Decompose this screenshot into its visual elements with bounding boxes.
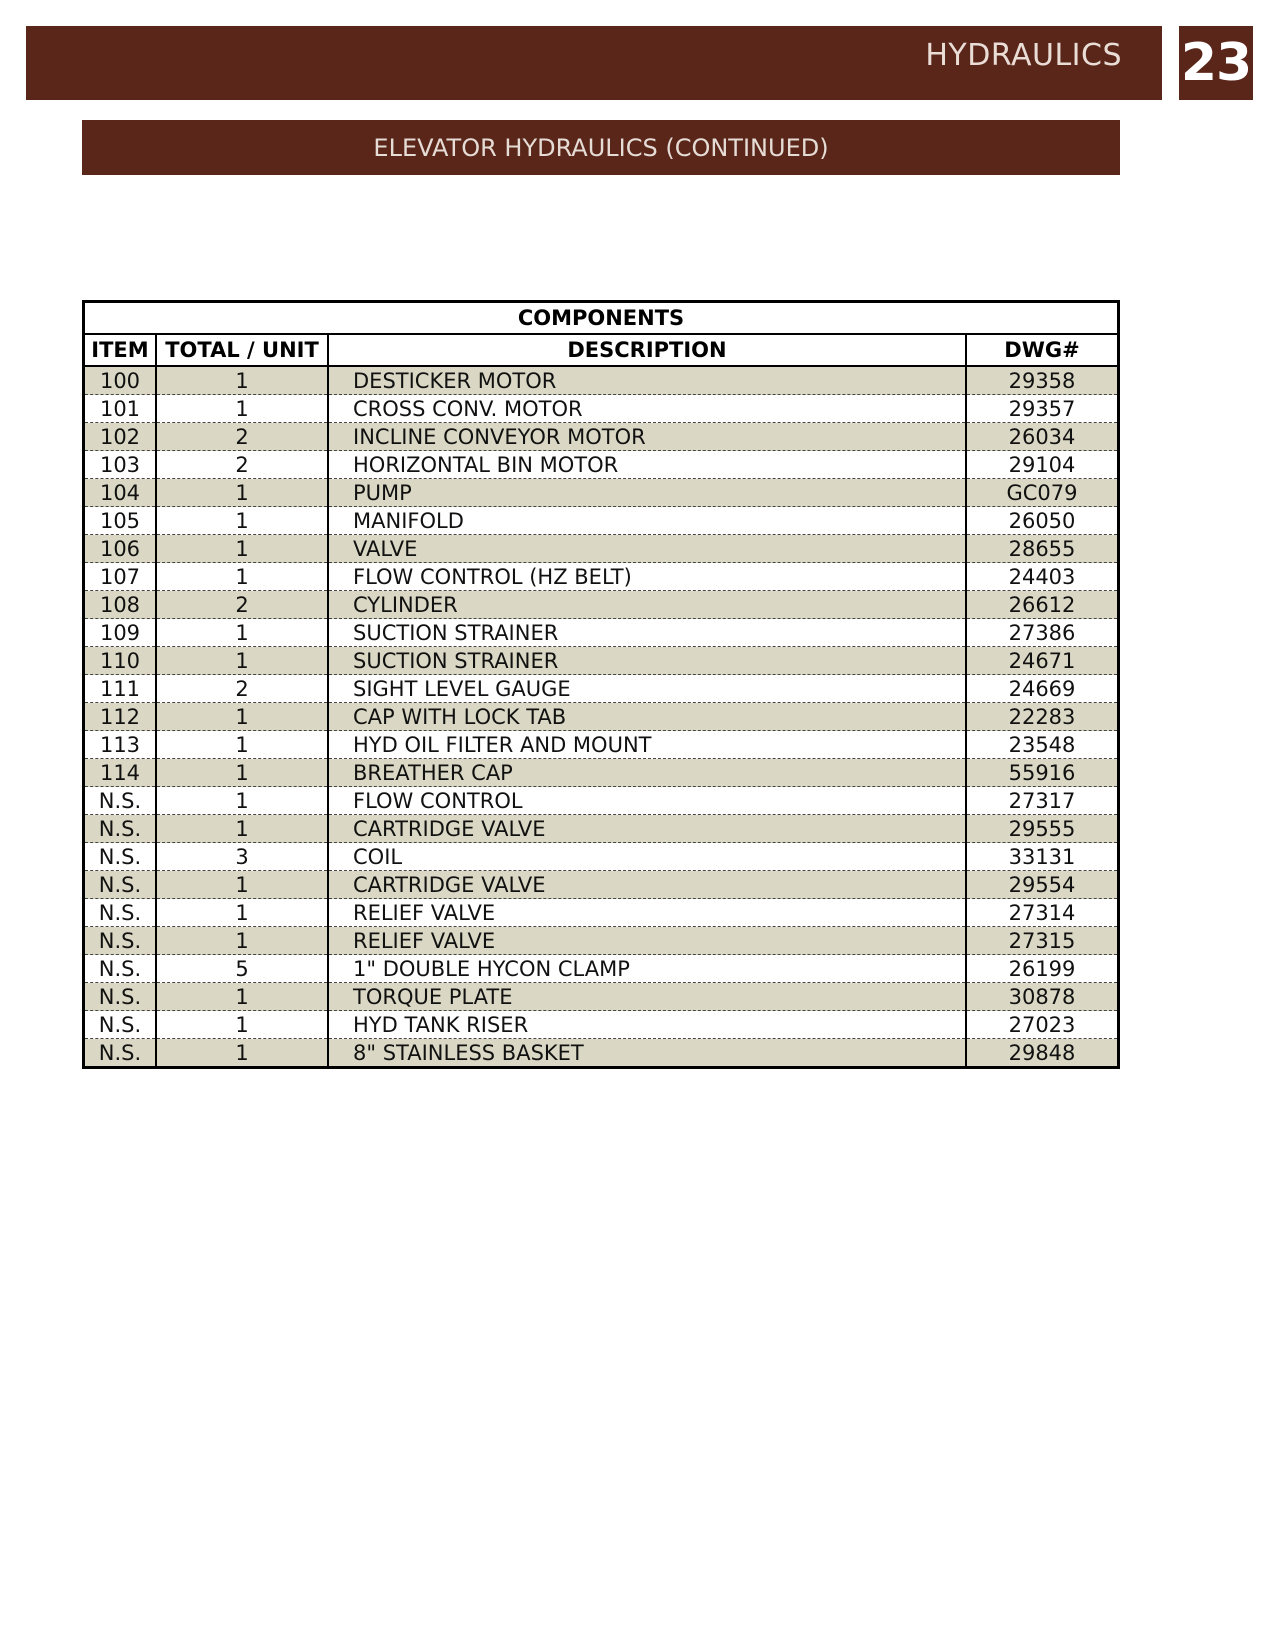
cell-total-unit: 2 <box>156 675 328 703</box>
cell-description: COIL <box>328 843 966 871</box>
table-row <box>84 479 1119 507</box>
cell-dwg: 23548 <box>966 731 1119 759</box>
cell-total-unit: 1 <box>156 983 328 1011</box>
cell-dwg: 29357 <box>966 395 1119 423</box>
cell-description: RELIEF VALVE <box>328 899 966 927</box>
cell-description: FLOW CONTROL (HZ BELT) <box>328 563 966 591</box>
table-row <box>84 787 1119 815</box>
cell-description: SIGHT LEVEL GAUGE <box>328 675 966 703</box>
cell-dwg: 24403 <box>966 563 1119 591</box>
cell-item: N.S. <box>84 843 157 871</box>
cell-description: 1" DOUBLE HYCON CLAMP <box>328 955 966 983</box>
cell-item: N.S. <box>84 871 157 899</box>
column-header-dwg: DWG# <box>966 334 1119 366</box>
cell-description: PUMP <box>328 479 966 507</box>
table-row <box>84 591 1119 619</box>
cell-item: 104 <box>84 479 157 507</box>
table-caption: COMPONENTS <box>84 302 1119 335</box>
table-row <box>84 927 1119 955</box>
cell-dwg: 27315 <box>966 927 1119 955</box>
cell-total-unit: 1 <box>156 787 328 815</box>
cell-total-unit: 1 <box>156 1011 328 1039</box>
cell-total-unit: 1 <box>156 731 328 759</box>
cell-description: TORQUE PLATE <box>328 983 966 1011</box>
table-row <box>84 535 1119 563</box>
table-row <box>84 899 1119 927</box>
cell-dwg: 27023 <box>966 1011 1119 1039</box>
cell-total-unit: 1 <box>156 927 328 955</box>
cell-item: N.S. <box>84 927 157 955</box>
cell-description: SUCTION STRAINER <box>328 647 966 675</box>
cell-item: 112 <box>84 703 157 731</box>
cell-description: 8" STAINLESS BASKET <box>328 1039 966 1068</box>
cell-total-unit: 1 <box>156 815 328 843</box>
table-row <box>84 731 1119 759</box>
cell-total-unit: 1 <box>156 899 328 927</box>
cell-dwg: 30878 <box>966 983 1119 1011</box>
cell-description: HYD OIL FILTER AND MOUNT <box>328 731 966 759</box>
cell-item: 111 <box>84 675 157 703</box>
cell-item: 103 <box>84 451 157 479</box>
table-row <box>84 703 1119 731</box>
cell-total-unit: 1 <box>156 759 328 787</box>
cell-dwg: 29104 <box>966 451 1119 479</box>
page-number: 23 <box>1180 33 1252 93</box>
table-row <box>84 507 1119 535</box>
cell-dwg: 29555 <box>966 815 1119 843</box>
cell-dwg: 27314 <box>966 899 1119 927</box>
cell-item: N.S. <box>84 899 157 927</box>
table-row <box>84 1011 1119 1039</box>
cell-dwg: 26050 <box>966 507 1119 535</box>
column-header-item: ITEM <box>84 334 157 366</box>
table-row <box>84 395 1119 423</box>
table-row <box>84 563 1119 591</box>
cell-dwg: 24669 <box>966 675 1119 703</box>
cell-item: 114 <box>84 759 157 787</box>
table-row <box>84 423 1119 451</box>
cell-item: 107 <box>84 563 157 591</box>
cell-item: N.S. <box>84 1039 157 1068</box>
column-header-total-unit: TOTAL / UNIT <box>156 334 328 366</box>
cell-dwg: 26612 <box>966 591 1119 619</box>
cell-total-unit: 2 <box>156 451 328 479</box>
table-row <box>84 759 1119 787</box>
cell-dwg: 29554 <box>966 871 1119 899</box>
cell-total-unit: 1 <box>156 535 328 563</box>
table-row <box>84 619 1119 647</box>
cell-description: RELIEF VALVE <box>328 927 966 955</box>
cell-dwg: 22283 <box>966 703 1119 731</box>
cell-item: 105 <box>84 507 157 535</box>
table-row <box>84 815 1119 843</box>
cell-item: N.S. <box>84 787 157 815</box>
table-body <box>84 366 1119 1068</box>
cell-dwg: 33131 <box>966 843 1119 871</box>
cell-item: 102 <box>84 423 157 451</box>
cell-total-unit: 1 <box>156 619 328 647</box>
cell-dwg: GC079 <box>966 479 1119 507</box>
cell-description: HYD TANK RISER <box>328 1011 966 1039</box>
cell-item: 100 <box>84 366 157 395</box>
page-number-box <box>1179 26 1253 100</box>
cell-dwg: 27386 <box>966 619 1119 647</box>
table-row <box>84 451 1119 479</box>
cell-item: 106 <box>84 535 157 563</box>
cell-description: MANIFOLD <box>328 507 966 535</box>
cell-dwg: 55916 <box>966 759 1119 787</box>
column-header-description: DESCRIPTION <box>328 334 966 366</box>
page-subtitle: ELEVATOR HYDRAULICS (CONTINUED) <box>373 133 829 162</box>
cell-description: CYLINDER <box>328 591 966 619</box>
cell-description: FLOW CONTROL <box>328 787 966 815</box>
table-row <box>84 1039 1119 1068</box>
table-row <box>84 675 1119 703</box>
cell-total-unit: 1 <box>156 563 328 591</box>
table-row <box>84 647 1119 675</box>
cell-item: N.S. <box>84 955 157 983</box>
section-title: HYDRAULICS <box>925 38 1122 73</box>
cell-total-unit: 1 <box>156 647 328 675</box>
cell-description: CROSS CONV. MOTOR <box>328 395 966 423</box>
table-row <box>84 955 1119 983</box>
cell-description: DESTICKER MOTOR <box>328 366 966 395</box>
cell-dwg: 27317 <box>966 787 1119 815</box>
cell-dwg: 28655 <box>966 535 1119 563</box>
components-table <box>82 300 1120 1069</box>
cell-item: 101 <box>84 395 157 423</box>
cell-total-unit: 1 <box>156 479 328 507</box>
table-row <box>84 871 1119 899</box>
cell-total-unit: 2 <box>156 591 328 619</box>
cell-description: HORIZONTAL BIN MOTOR <box>328 451 966 479</box>
cell-total-unit: 1 <box>156 703 328 731</box>
cell-description: INCLINE CONVEYOR MOTOR <box>328 423 966 451</box>
cell-item: N.S. <box>84 815 157 843</box>
cell-item: 108 <box>84 591 157 619</box>
cell-item: 113 <box>84 731 157 759</box>
cell-description: CARTRIDGE VALVE <box>328 871 966 899</box>
table-row <box>84 366 1119 395</box>
cell-description: CAP WITH LOCK TAB <box>328 703 966 731</box>
header-band <box>26 26 1162 100</box>
cell-item: N.S. <box>84 983 157 1011</box>
cell-total-unit: 1 <box>156 507 328 535</box>
cell-dwg: 29848 <box>966 1039 1119 1068</box>
cell-total-unit: 5 <box>156 955 328 983</box>
cell-description: CARTRIDGE VALVE <box>328 815 966 843</box>
cell-total-unit: 2 <box>156 423 328 451</box>
cell-dwg: 26034 <box>966 423 1119 451</box>
cell-item: N.S. <box>84 1011 157 1039</box>
cell-item: 109 <box>84 619 157 647</box>
cell-total-unit: 1 <box>156 366 328 395</box>
cell-dwg: 29358 <box>966 366 1119 395</box>
cell-description: BREATHER CAP <box>328 759 966 787</box>
cell-total-unit: 1 <box>156 395 328 423</box>
cell-total-unit: 3 <box>156 843 328 871</box>
cell-total-unit: 1 <box>156 871 328 899</box>
cell-description: SUCTION STRAINER <box>328 619 966 647</box>
table-row <box>84 843 1119 871</box>
subtitle-band <box>82 120 1120 175</box>
cell-dwg: 24671 <box>966 647 1119 675</box>
cell-item: 110 <box>84 647 157 675</box>
cell-description: VALVE <box>328 535 966 563</box>
cell-dwg: 26199 <box>966 955 1119 983</box>
cell-total-unit: 1 <box>156 1039 328 1068</box>
table-row <box>84 983 1119 1011</box>
